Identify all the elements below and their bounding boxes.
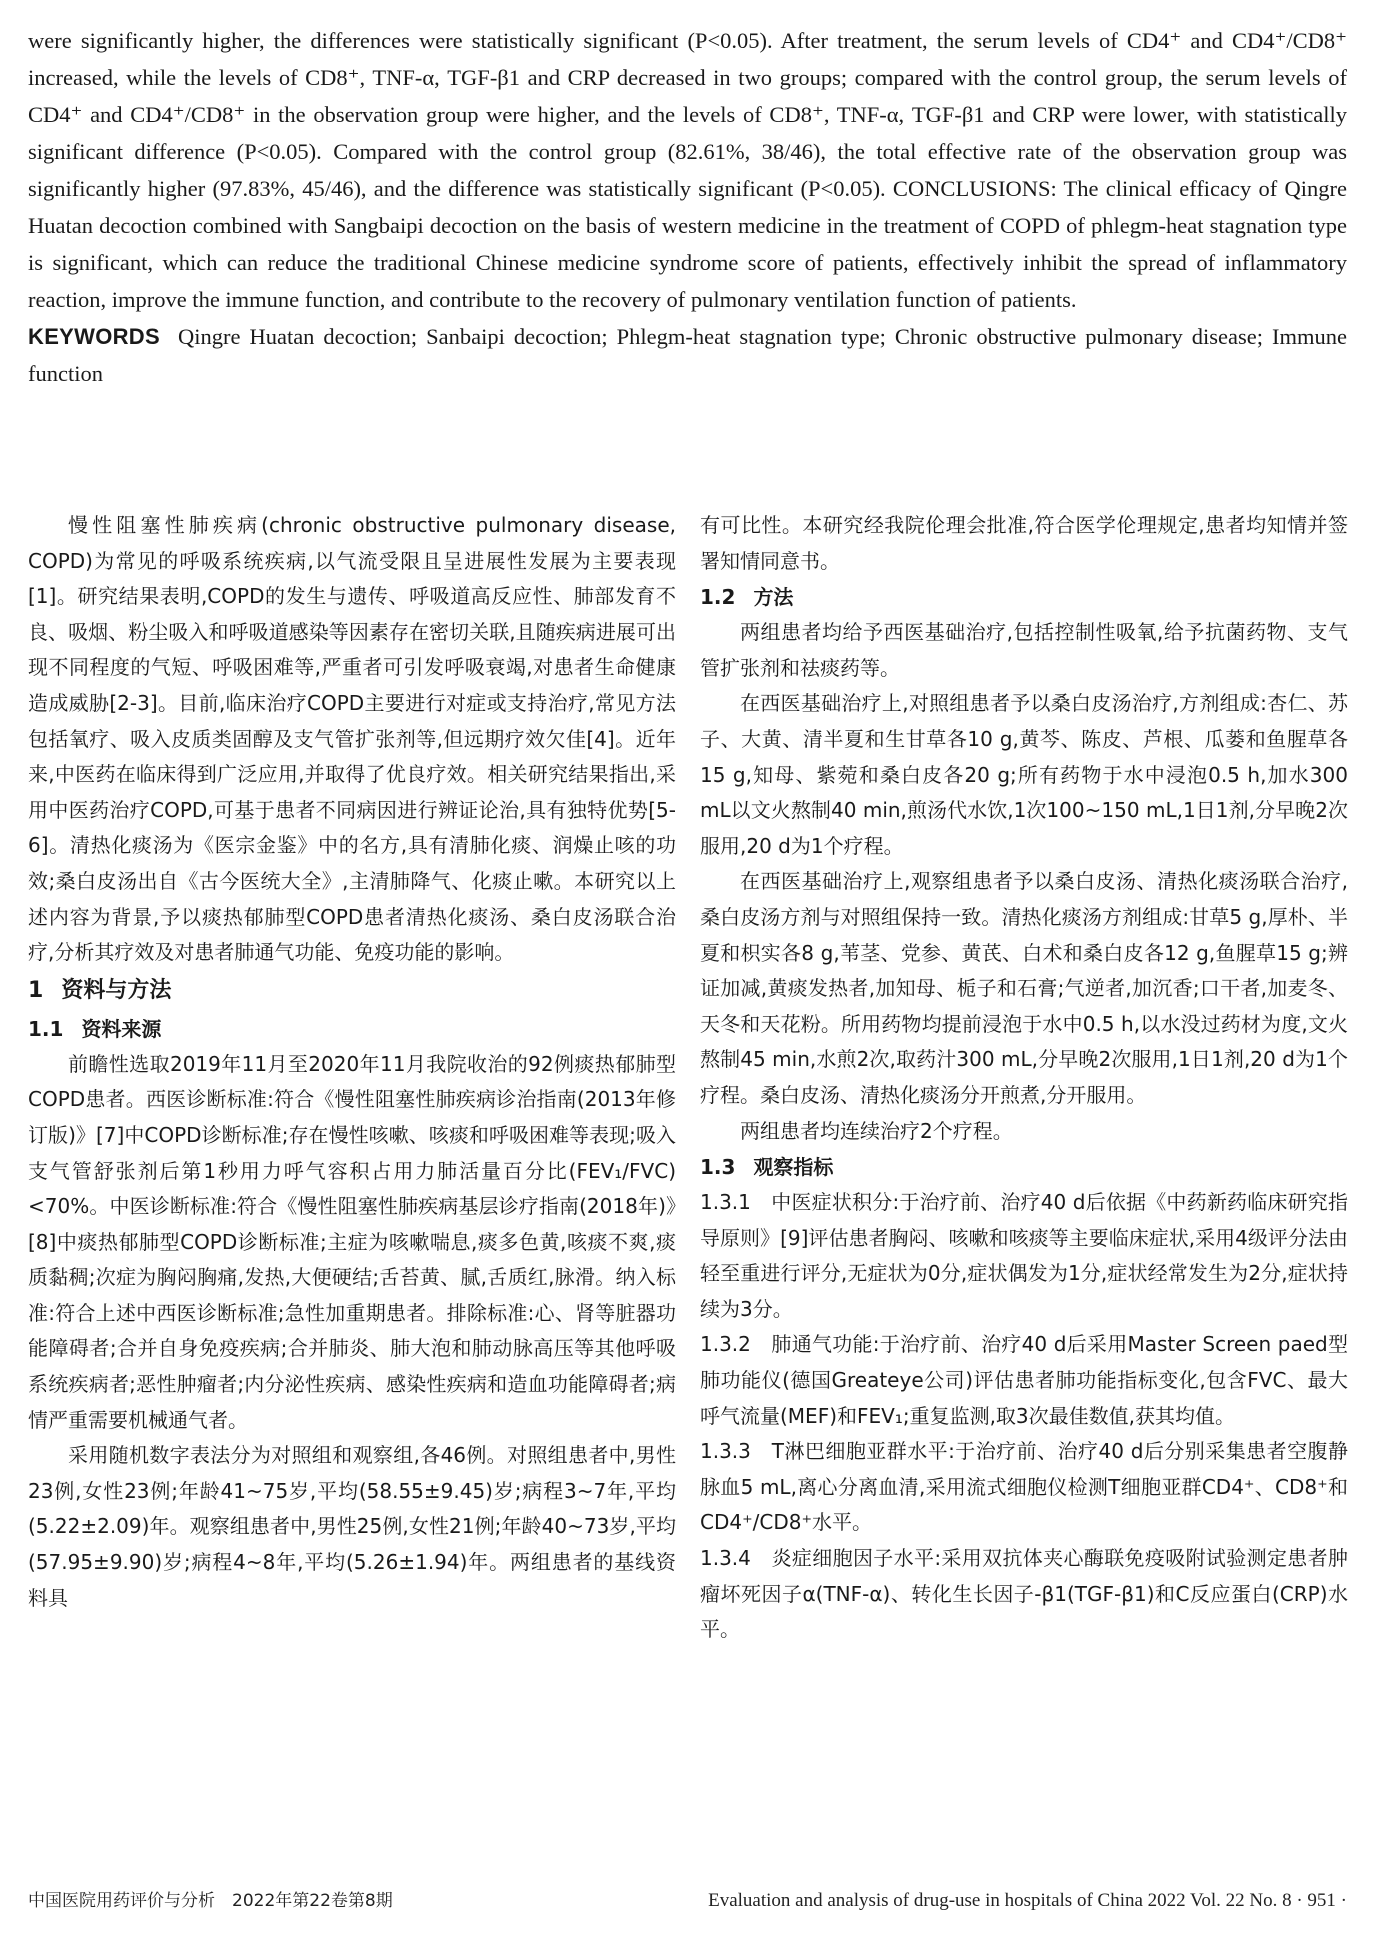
footer-journal-english: Evaluation and analysis of drug-use in hospitals of China 2022 Vol. 22 No. 8 · 951 · xyxy=(708,1890,1347,1911)
method-paragraph-observation: 在西医基础治疗上,观察组患者予以桑白皮汤、清热化痰汤联合治疗,桑白皮汤方剂与对照组保持一致。清热化痰汤方剂组成:甘草5 g,厚朴、半夏和枳实各8 g,苇茎、党参、黄芪、白术和桑白皮各12 g,鱼腥草15 g;辨证加减,黄痰发热者,加知母、栀子和石膏;气逆者,加沉香;口干者,加麦冬、天冬和天花粉。所用药物均提前浸泡于水中0.5 h,以水没过药材为度,文火熬制45 min,水煎2次,取药汁300 mL,分早晚2次服用,1日1剂,20 d为1个疗程。桑白皮汤、清热化痰汤分开煎煮,分开服用。 xyxy=(700,869,1348,1107)
subsection-title: 资料来源 xyxy=(81,1016,162,1041)
subsection-heading-1-3 xyxy=(700,1149,1348,1185)
subsection-number: 1.2 xyxy=(700,585,736,610)
indicator-pulmonary-ventilation: 1.3.2 肺通气功能:于治疗前、治疗40 d后采用Master Screen paed型肺功能仪(德国Greateye公司)评估患者肺功能指标变化,包含FVC、最大呼气流量(MEF)和FEV₁;重复监测,取3次最佳数值,获其均值。 xyxy=(700,1332,1348,1428)
subsection-number: 1.1 xyxy=(28,1016,64,1041)
section-heading-1 xyxy=(28,971,676,1011)
section-number: 1 xyxy=(28,977,44,1003)
section-title: 资料与方法 xyxy=(61,977,172,1003)
left-column xyxy=(28,508,676,1616)
subsection-number: 1.3 xyxy=(700,1155,736,1180)
keywords-label: KEYWORDS xyxy=(28,324,160,349)
english-abstract xyxy=(28,22,1347,392)
keywords-line xyxy=(28,318,1347,392)
subsection-heading-1-2 xyxy=(700,579,1348,615)
introduction-paragraph: 慢性阻塞性肺疾病(chronic obstructive pulmonary disease, COPD)为常见的呼吸系统疾病,以气流受限且呈进展性发展为主要表现[1]。研究结果表明,COPD的发生与遗传、呼吸道高反应性、肺部发育不良、吸烟、粉尘吸入和呼吸道感染等因素存在密切关联,且随疾病进展可出现不同程度的气短、呼吸困难等,严重者可引发呼吸衰竭,对患者生命健康造成威胁[2-3]。目前,临床治疗COPD主要进行对症或支持治疗,常见方法包括氧疗、吸入皮质类固醇及支气管扩张剂等,但远期疗效欠佳[4]。近年来,中医药在临床得到广泛应用,并取得了优良疗效。相关研究结果指出,采用中医药治疗COPD,可基于患者不同病因进行辨证论治,具有独特优势[5-6]。清热化痰汤为《医宗金鉴》中的名方,具有清肺化痰、润燥止咳的功效;桑白皮汤出自《古今医统大全》,主清肺降气、化痰止嗽。本研究以上述内容为背景,予以痰热郁肺型COPD患者清热化痰汤、桑白皮汤联合治疗,分析其疗效及对患者肺通气功能、免疫功能的影响。 xyxy=(28,513,676,965)
data-source-paragraph: 前瞻性选取2019年11月至2020年11月我院收治的92例痰热郁肺型COPD患者。西医诊断标准:符合《慢性阻塞性肺疾病诊治指南(2013年修订版)》[7]中COPD诊断标准;存在慢性咳嗽、咳痰和呼吸困难等表现;吸入支气管舒张剂后第1秒用力呼气容积占用力肺活量百分比(FEV₁/FVC)<70%。中医诊断标准:符合《慢性阻塞性肺疾病基层诊疗指南(2018年)》[8]中痰热郁肺型COPD诊断标准;主症为咳嗽喘息,痰多色黄,咳痰不爽,痰质黏稠;次症为胸闷胸痛,发热,大便硬结;舌苔黄、腻,舌质红,脉滑。纳入标准:符合上述中西医诊断标准;急性加重期患者。排除标准:心、肾等脏器功能障碍者;合并自身免疫疾病;合并肺炎、肺大泡和肺动脉高压等其他呼吸系统疾病者;恶性肿瘤者;内分泌性疾病、感染性疾病和造血功能障碍者;病情严重需要机械通气者。 xyxy=(28,1051,676,1432)
grouping-paragraph: 采用随机数字表法分为对照组和观察组,各46例。对照组患者中,男性23例,女性23例;年龄41~75岁,平均(58.55±9.45)岁;病程3~7年,平均(5.22±2.09)年。观察组患者中,男性25例,女性21例;年龄40~73岁,平均(57.95±9.90)岁;病程4~8年,平均(5.26±1.94)年。两组患者的基线资料具 xyxy=(28,1443,676,1610)
keywords-list: Qingre Huatan decoction; Sanbaipi decoction; Phlegm-heat stagnation type; Chronic obstructive pulmonary disease; Immune function xyxy=(28,324,1347,386)
indicator-t-lymphocyte: 1.3.3 T淋巴细胞亚群水平:于治疗前、治疗40 d后分别采集患者空腹静脉血5 mL,离心分离血清,采用流式细胞仪检测T细胞亚群CD4⁺、CD8⁺和CD4⁺/CD8⁺水平。 xyxy=(700,1439,1348,1535)
subsection-heading-1-1 xyxy=(28,1011,676,1047)
footer-journal-chinese: 中国医院用药评价与分析 2022年第22卷第8期 xyxy=(28,1891,393,1911)
method-paragraph-basic: 两组患者均给予西医基础治疗,包括控制性吸氧,给予抗菌药物、支气管扩张剂和祛痰药等。 xyxy=(700,620,1348,680)
method-paragraph-control: 在西医基础治疗上,对照组患者予以桑白皮汤治疗,方剂组成:杏仁、苏子、大黄、清半夏和生甘草各10 g,黄芩、陈皮、芦根、瓜蒌和鱼腥草各15 g,知母、紫菀和桑白皮各20 g;所有药物于水中浸泡0.5 h,加水300 mL以文火熬制40 min,煎汤代水饮,1次100~150 mL,1日1剂,分早晚2次服用,20 d为1个疗程。 xyxy=(700,691,1348,858)
continued-paragraph: 有可比性。本研究经我院伦理会批准,符合医学伦理规定,患者均知情并签署知情同意书。 xyxy=(700,513,1348,573)
abstract-results-conclusions: were significantly higher, the differences were statistically significant (P<0.05). After treatment, the serum levels of CD4⁺ and CD4⁺/CD8⁺ increased, while the levels of CD8⁺, TNF-α, TGF-β1 and CRP decreased in two groups; compared with the control group, the serum levels of CD4⁺ and CD4⁺/CD8⁺ in the observation group were higher, and the levels of CD8⁺, TNF-α, TGF-β1 and CRP were lower, with statistically significant difference (P<0.05). Compared with the control group (82.61%, 38/46), the total effective rate of the observation group was significantly higher (97.83%, 45/46), and the difference was statistically significant (P<0.05). CONCLUSIONS: The clinical efficacy of Qingre Huatan decoction combined with Sangbaipi decoction on the basis of western medicine in the treatment of COPD of phlegm-heat stagnation type is significant, which can reduce the traditional Chinese medicine syndrome score of patients, effectively inhibit the spread of inflammatory reaction, improve the immune function, and contribute to the recovery of pulmonary ventilation function of patients. xyxy=(28,28,1347,312)
page-footer xyxy=(28,1886,1347,1916)
subsection-title: 观察指标 xyxy=(753,1155,834,1180)
subsection-title: 方法 xyxy=(753,585,794,610)
indicator-tcm-score: 1.3.1 中医症状积分:于治疗前、治疗40 d后依据《中药新药临床研究指导原则》[9]评估患者胸闷、咳嗽和咳痰等主要临床症状,采用4级评分法由轻至重进行评分,无症状为0分,症状偶发为1分,症状经常发生为2分,症状持续为3分。 xyxy=(700,1190,1348,1321)
method-paragraph-duration: 两组患者均连续治疗2个疗程。 xyxy=(740,1118,1013,1143)
indicator-inflammatory-cytokines: 1.3.4 炎症细胞因子水平:采用双抗体夹心酶联免疫吸附试验测定患者肿瘤坏死因子α(TNF-α)、转化生长因子-β1(TGF-β1)和C反应蛋白(CRP)水平。 xyxy=(700,1546,1348,1642)
right-column xyxy=(700,508,1348,1648)
